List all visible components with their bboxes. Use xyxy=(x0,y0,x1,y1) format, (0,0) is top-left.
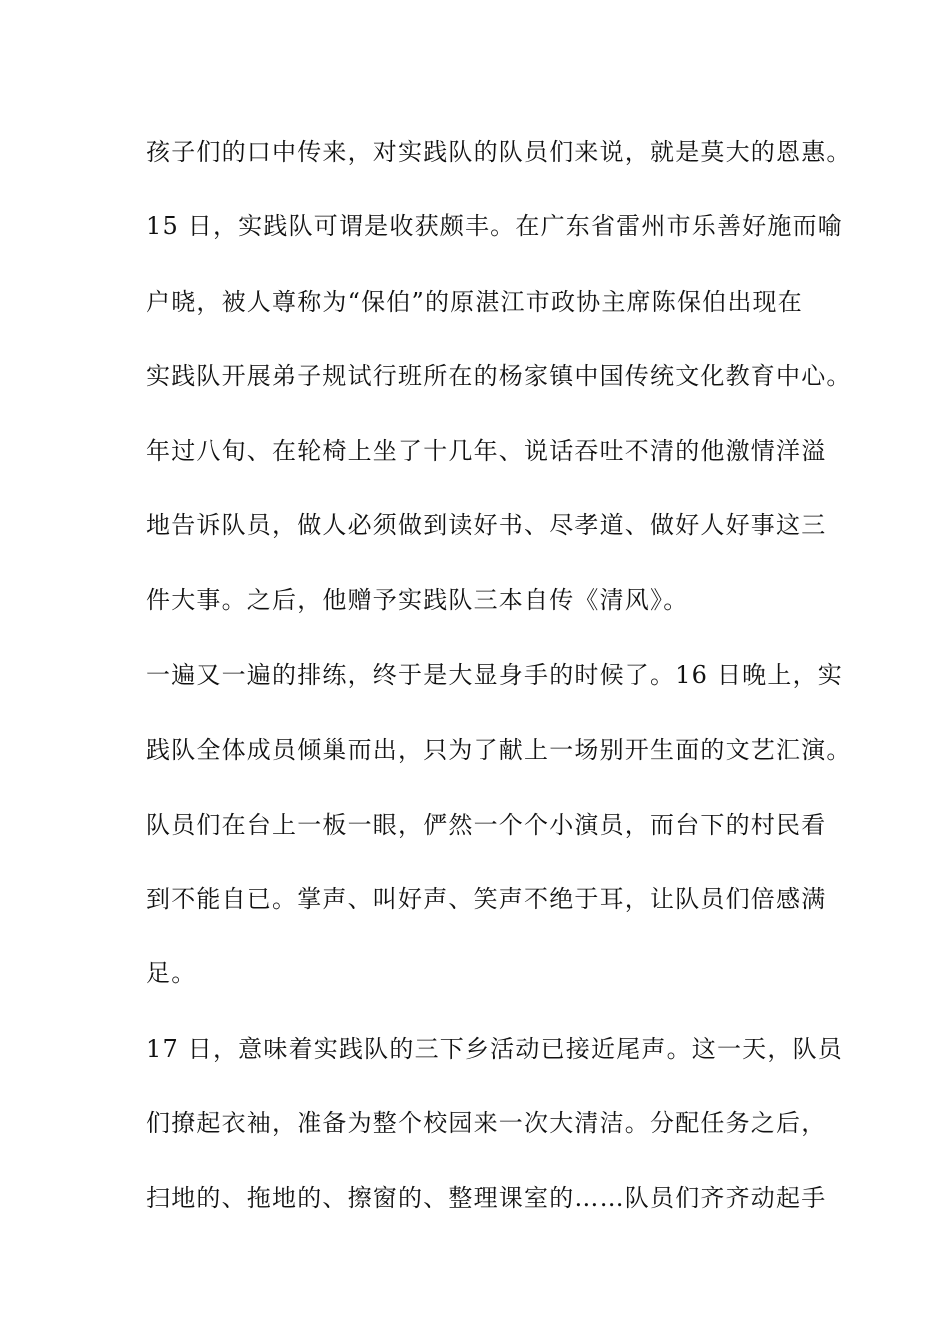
text-line: 一遍又一遍的排练，终于是大显身手的时候了。16 日晚上，实 xyxy=(146,661,843,689)
text-line: 队员们在台上一板一眼，俨然一个个小演员，而台下的村民看 xyxy=(146,811,827,839)
text-line: 件大事。之后，他赠予实践队三本自传《清风》。 xyxy=(146,586,689,614)
text-line: 孩子们的口中传来，对实践队的队员们来说，就是莫大的恩惠。 xyxy=(146,138,852,166)
text-line: 17 日，意味着实践队的三下乡活动已接近尾声。这一天，队员 xyxy=(146,1035,843,1063)
text-line: 扫地的、拖地的、擦窗的、整理课室的……队员们齐齐动起手 xyxy=(146,1184,827,1212)
text-line: 践队全体成员倾巢而出，只为了献上一场别开生面的文艺汇演。 xyxy=(146,736,852,764)
text-line: 地告诉队员，做人必须做到读好书、尽孝道、做好人好事这三 xyxy=(146,511,827,539)
text-line: 实践队开展弟子规试行班所在的杨家镇中国传统文化教育中心。 xyxy=(146,362,852,390)
text-line: 年过八旬、在轮椅上坐了十几年、说话吞吐不清的他激情洋溢 xyxy=(146,437,827,465)
text-line: 足。 xyxy=(146,959,197,987)
text-line: 到不能自已。掌声、叫好声、笑声不绝于耳，让队员们倍感满 xyxy=(146,885,827,913)
text-line: 15 日，实践队可谓是收获颇丰。在广东省雷州市乐善好施而喻 xyxy=(146,212,843,240)
text-line: 们撩起衣袖，准备为整个校园来一次大清洁。分配任务之后， xyxy=(146,1109,827,1137)
text-line: 户晓，被人尊称为“保伯”的原湛江市政协主席陈保伯出现在 xyxy=(146,288,803,316)
